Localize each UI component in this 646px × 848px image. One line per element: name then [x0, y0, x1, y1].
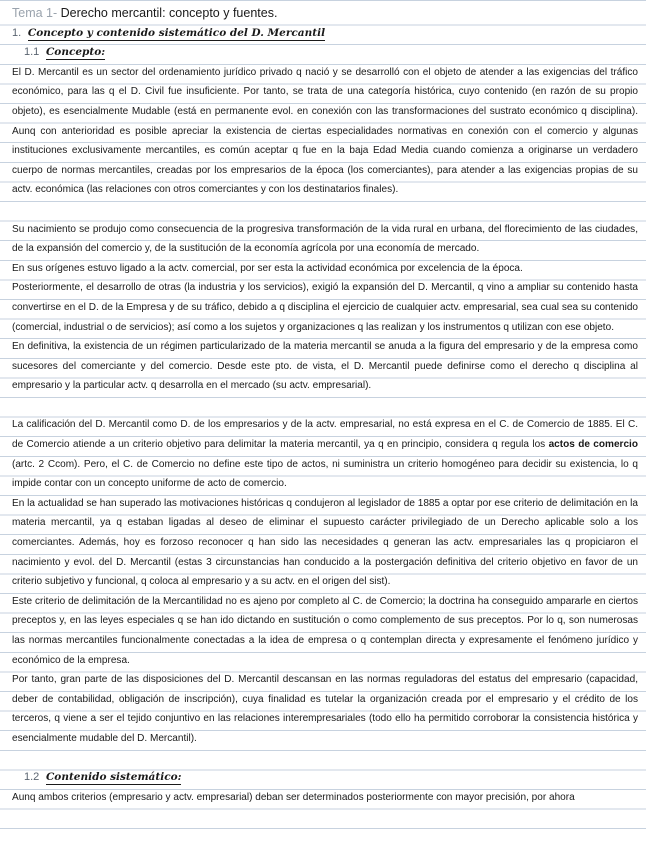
paragraph-commercial: En sus orígenes estuvo ligado a la actv. comercial, por ser esta la actividad económica por excelencia de la época. [12, 262, 523, 274]
section-1-2-number: 1.2 [24, 771, 40, 784]
section-1-2-title: Contenido sistemático: [45, 771, 182, 784]
section-1-1-title: Concepto: [45, 46, 106, 59]
qualification-text-end: (artc. 2 Ccom). Pero, el C. de Comercio no define este tipo de actos, ni suministra un criterio homogéneo para decidir su existencia, lo q impide contar con un concepto uniforme de acto de comercio. [12, 458, 638, 490]
notes-content [12, 4, 638, 807]
title-text: Derecho mercantil: concepto y fuentes. [60, 6, 278, 20]
title-prefix: Tema 1- [12, 6, 58, 20]
paragraph-qualification [12, 415, 638, 493]
paragraph-conclusion: Por tanto, gran parte de las disposiciones del D. Mercantil descansan en las normas reguladoras del estatus del empresario (capacidad, deber de contabilidad, obligación de inscripción), cuya finalidad es tutelar la organización creada por el empresario y el crédito de los terceros, q viene a ser el tejido conjuntivo en las relaciones interempresariales (todo ello ha permitido corroborar la consistencia histórica y esencialmente mudable del D. Mercantil). [12, 674, 638, 744]
section-1-title: Concepto y contenido sistemático del D. Mercantil [27, 26, 326, 39]
paragraph-current: En la actualidad se han superado las motivaciones históricas q condujeron al legislador de 1885 a optar por ese criterio de delimitación en la materia mercantil, ya q estaban ligadas al deseo de eliminar el supuesto carácter privilegiado de un Derecho aplicable solo a los comerciantes. Además, hoy es forzoso reconocer q han sido las necesidades q generan las actv. empresariales las q propiciaron el nacimiento y evol. del D. Mercantil (estas 3 circunstancias han conducido a la postergación definitiva del criterio objetivo en favor de un criterio subjetivo y funcional, q coloca al empresario y a su actv. en el origen del sist). [12, 497, 638, 588]
section-1-heading [12, 24, 638, 44]
page-title [12, 4, 638, 24]
paragraph-expansion: Posteriormente, el desarrollo de otras (la industria y los servicios), exigió la expansión del D. Mercantil, q vino a ampliar su contenido hasta convertirse en el D. de la Empresa y de su tráfico, debido a q disciplina el ejercicio de cualquier actv. empresarial, sea cual sea su contenido (comercial, industrial o de servicios); así como a los sujetos y organizaciones q las realizan y los instrumentos q utilizan con ese objeto. [12, 282, 638, 333]
section-1-2-heading [12, 768, 638, 788]
paragraph-definition: El D. Mercantil es un sector del ordenamiento jurídico privado q nació y se desarrolló con el objeto de atender a las exigencias del tráfico económico, para las q el D. Civil fue insuficiente. Por tanto, se trata de una categoría histórica, cuyo contenido (en razón de su propio objeto), es esencialmente Mudable (está en permanente evol. en conexión con las transformaciones del sustrato económico q disciplina). Aunq con anterioridad es posible apreciar la existencia de ciertas especialidades normativas en conexión con el comercio y algunas instituciones exclusivamente mercantiles, es común aceptar q fue en la baja Edad Media cuando comienza a originarse un verdadero cuerpo de normas mercantiles, creadas por los empresarios de la época (los comerciantes), para atender a las exigencias propias de su actv. económica (las relaciones con otros comerciantes y con los destinatarios finales). [12, 66, 638, 196]
blank-line [12, 749, 638, 769]
paragraph-definitive: En definitiva, la existencia de un régimen particularizado de la materia mercantil se anuda a la figura del empresario y de la empresa como sucesores del comerciante y del comercio. Desde este pto. de vista, el D. Mercantil puede definirse como el derecho q disciplina al empresario y la particular actv. q desarrolla en el mercado (su actv. empresarial). [12, 341, 638, 392]
blank-line [12, 396, 638, 416]
section-1-1-heading [12, 43, 638, 63]
section-1-number: 1. [12, 26, 22, 39]
paragraph-content-intro: Aunq ambos criterios (empresario y actv. empresarial) deban ser determinados posteriormente con mayor precisión, por ahora [12, 791, 575, 803]
blank-line [12, 200, 638, 220]
qualification-text-start: La calificación del D. Mercantil como D. de los empresarios y de la actv. empresarial, no está expresa en el C. de Comercio de 1885. El C. de Comercio atiende a un criterio objetivo para delimitar la materia mercantil, ya q en principio, considera q regula los [12, 419, 638, 451]
paragraph-criterion: Este criterio de delimitación de la Mercantilidad no es ajeno por completo al C. de Comercio; la doctrina ha conseguido ampararle en ciertos preceptos y, en las leyes especiales q se han ido dictando en sustitución o como complemento de sus preceptos. Por lo q, son numerosas las normas mercantiles funcionalmente conectadas a la idea de empresa o q contemplan directa y expresamente el fenómeno jurídico y económico de la empresa. [12, 595, 638, 666]
acts-of-commerce-term: actos de comercio [548, 439, 638, 451]
section-1-1-number: 1.1 [24, 46, 40, 59]
paragraph-origin: Su nacimiento se produjo como consecuencia de la progresiva transformación de la vida rural en urbana, del florecimiento de las ciudades, de la expansión del comercio y, de la sustitución de la economía agrícola por una economía de mercado. [12, 223, 638, 255]
